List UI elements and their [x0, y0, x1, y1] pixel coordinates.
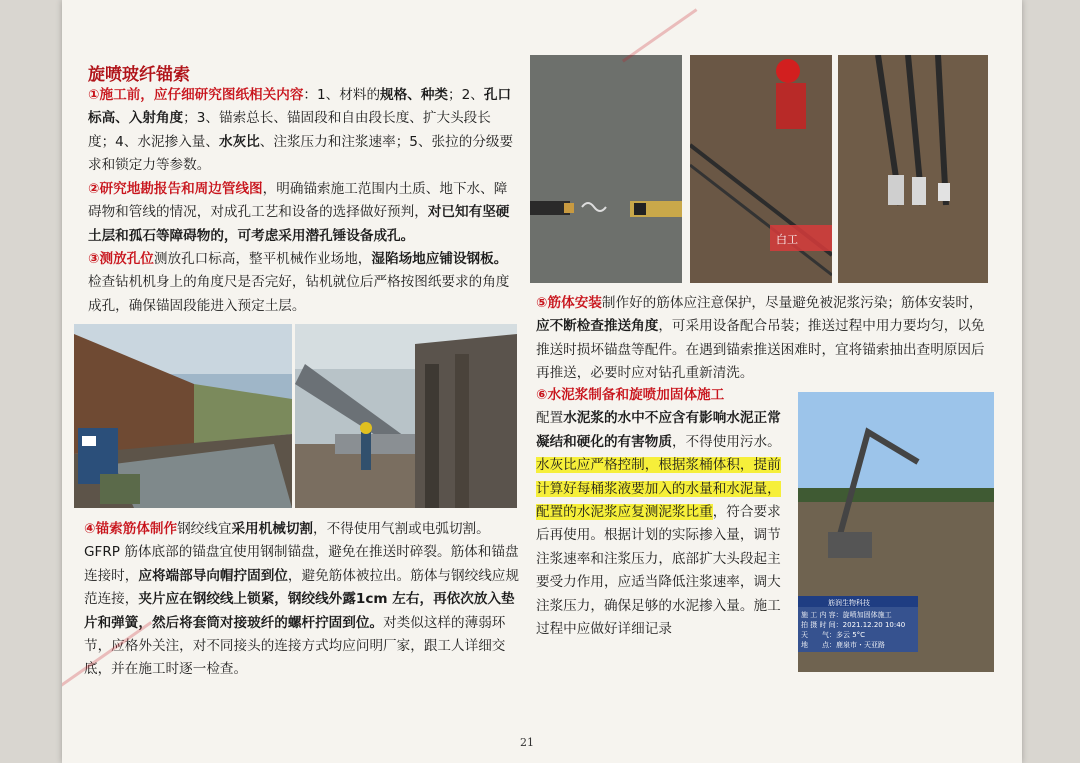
section-4-text: ④锚索筋体制作钢绞线宜采用机械切割，不得使用气割或电弧切割。GFRP 筋体底部的锚盘宜使用钢制锚盘，避免在推送时碎裂。筋体和锚盘连接时，应将端部导向帽拧固到位，避免筋体被拉出。筋体与钢绞线应规范连接，夹片应在钢绞线上锁紧，钢绞线外露1cm 左右，再依次放入垫片和弹簧，然后将套筒对接玻纤的螺杆拧固到位。对类似这样的薄弱环节，应格外关注，对不同接头的连接方式均应问明厂家，跟工人详细交底，并在施工时逐一检查。 — [84, 521, 519, 678]
photo-anchor-parts — [530, 55, 682, 283]
page-title: 旋喷玻纤锚索 — [88, 65, 190, 85]
section-6-heading: ⑥水泥浆制备和旋喷加固体施工 — [536, 387, 725, 403]
section-1-heading: ①施工前，应仔细研究图纸相关内容 — [88, 87, 304, 103]
watermark-stamp-text: 白工 — [776, 233, 798, 246]
page-number: 21 — [520, 736, 534, 749]
caption-title: 筋润生物科技 — [828, 599, 870, 607]
section-2-heading: ②研究地勘报告和周边管线图 — [88, 181, 263, 197]
section-3-heading: ③测放孔位 — [88, 251, 154, 267]
highlighted-text: 水灰比应严格控制，根据浆桶体积，提前计算好每桶浆液要加入的水量和水泥量，配置的水泥浆应复测泥浆比重 — [536, 457, 781, 521]
section-5-heading: ⑤筋体安装 — [536, 295, 602, 311]
section-2-text: ②研究地勘报告和周边管线图，明确锚索施工范围内土质、地下水、障碍物和管线的情况，对成孔工艺和设备的选择做好预判，对已知有坚硬土层和孤石等障碍物的，可考虑采用潜孔锤设备成孔。 — [88, 181, 510, 244]
section-5-text: ⑤筋体安装制作好的筋体应注意保护，尽量避免被泥浆污染；筋体安装时，应不断检查推送角度，可采用设备配合吊装；推送过程中用力要均匀，以免推送时损坏锚盘等配件。在遇到锚索推送困难时，宜将锚索抽出查明原因后再推送，必要时应对钻孔重新清洗。 — [536, 295, 985, 382]
caption-line-4: 地 点：鹿泉市・天亚路 — [801, 641, 885, 649]
caption-line-3: 天 气：多云 5°C — [801, 631, 866, 639]
photo-anchor-heads — [838, 55, 988, 283]
photo-drilling-rig — [295, 324, 517, 508]
section-6-text: ⑥水泥浆制备和旋喷加固体施工 配置水泥浆的水中不应含有影响水泥正常凝结和硬化的有害物质，不得使用污水。水灰比应严格控制，根据浆桶体积，提前计算好每桶浆液要加入的水量和水泥量，配置的水泥浆应复测泥浆比重，符合要求后再使用。根据计划的实际掺入量，调节注浆速率和注浆压力，底部扩大头段起主要受力作用，应适当降低注浆速率，调大注浆压力，确保足够的水泥掺入量。施工过程中应做好详细记录 — [536, 387, 781, 638]
document-page — [62, 0, 1022, 763]
section-1-text: ①施工前，应仔细研究图纸相关内容：1、材料的规格、种类；2、孔口标高、入射角度；3、锚索总长、锚固段和自由段长度、扩大头段长度；4、水泥掺入量、水灰比、注浆压力和注浆速率；5、张拉的分级要求和锁定力等参数。 — [88, 87, 514, 174]
section-4-heading: ④锚索筋体制作 — [84, 521, 178, 537]
photo-worker-installing — [690, 55, 832, 283]
caption-line-1: 施 工 内 容：旋喷加固体施工 — [801, 611, 892, 619]
caption-line-2: 拍 摄 时 间：2021.12.20 10:40 — [801, 621, 906, 629]
section-3-text: ③测放孔位测放孔口标高，整平机械作业场地，湿陷场地应铺设钢板。检查钻机机身上的角度尺是否完好，钻机就位后严格按图纸要求的角度成孔，确保锚固段能进入预定土层。 — [88, 251, 510, 314]
photo-excavator-site — [798, 392, 994, 672]
photo-excavation-wall — [74, 324, 292, 508]
